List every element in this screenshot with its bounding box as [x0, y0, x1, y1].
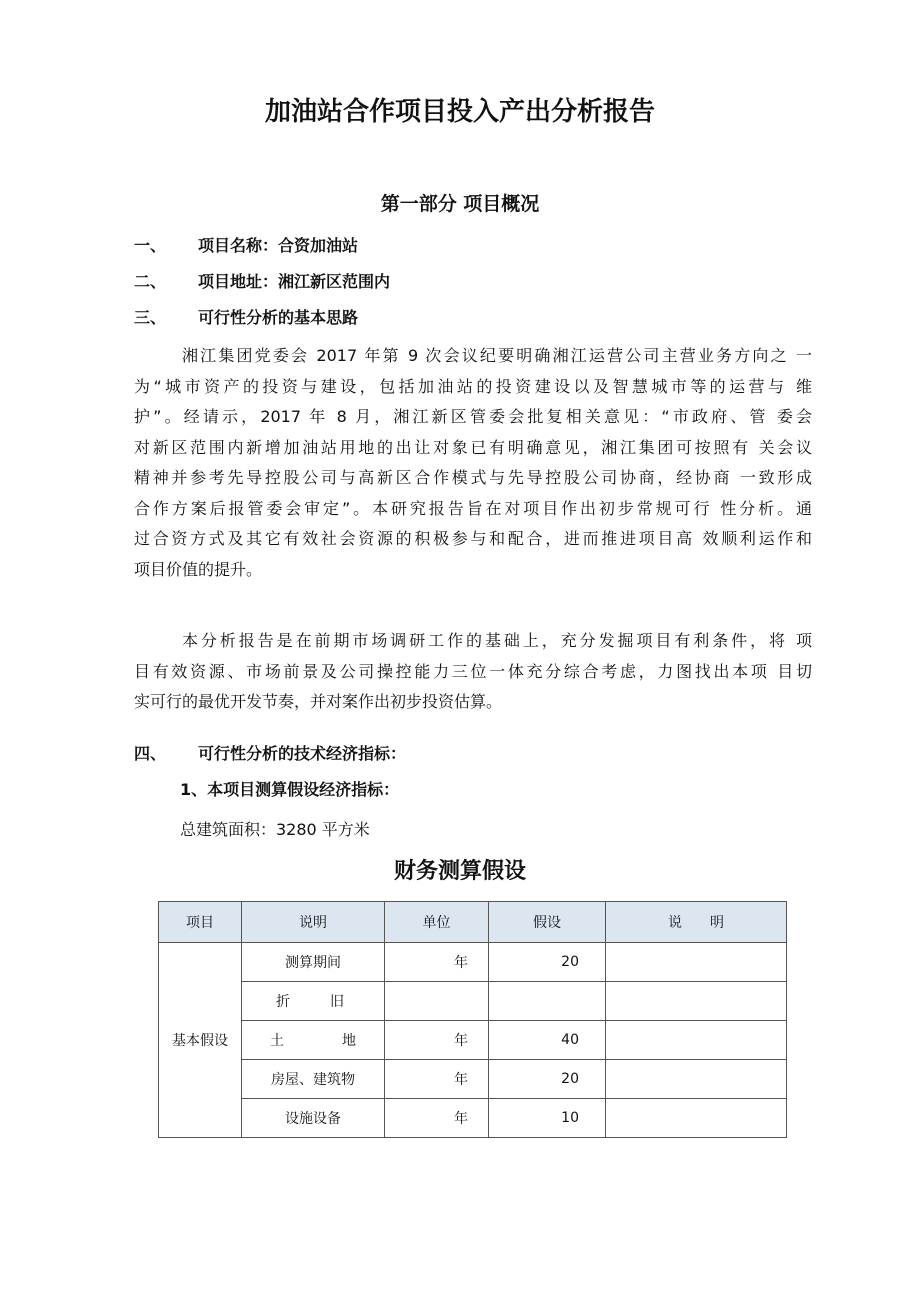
table-row — [159, 1099, 787, 1138]
paragraph-line: 本分析报告是在前期市场调研工作的基础上，充分发掘项目有利条件，将 项 — [182, 631, 812, 650]
section-1-heading — [134, 234, 358, 258]
value-cell: 20 — [489, 943, 606, 982]
unit-cell: 年 — [385, 943, 489, 982]
note-cell — [606, 1021, 787, 1060]
paragraph-line: 湘江集团党委会 2017 年第 9 次会议纪要明确湘江运营公司主营业务方向之 一 — [182, 346, 812, 365]
item-part: 旧 — [330, 994, 344, 1010]
table-row — [159, 1021, 787, 1060]
header-cell: 说明 — [242, 902, 385, 943]
table-row — [159, 1060, 787, 1099]
note-cell — [606, 982, 787, 1021]
value-cell: 40 — [489, 1021, 606, 1060]
table-title: 财务测算假设 — [393, 859, 526, 884]
unit-cell: 年 — [385, 1099, 489, 1138]
paragraph-analysis-basis — [134, 626, 812, 718]
section-number: 一、 — [134, 236, 167, 255]
section-2-heading — [134, 270, 390, 294]
section-number: 二、 — [134, 272, 167, 291]
header-cell: 项目 — [159, 902, 242, 943]
paragraph-line: 过合资方式及其它有效社会资源的积极参与和配合，进而推进项目高 效顺利运作和 — [134, 529, 812, 548]
paragraph-line: 合作方案后报管委会审定”。本研究报告旨在对项目作出初步常规可行 性分析。通 — [134, 498, 812, 518]
section-text: 项目地址：湘江新区范围内 — [198, 272, 391, 291]
paragraph-basic-approach — [134, 341, 812, 585]
unit-cell — [385, 982, 489, 1021]
item-cell: 房屋、建筑物 — [242, 1060, 385, 1099]
section-text: 项目名称：合资加油站 — [198, 236, 359, 255]
section-text: 可行性分析的技术经济指标： — [198, 744, 407, 763]
paragraph-line: 目有效资源、市场前景及公司操控能力三位一体充分综合考虑，力图找出本项 目切 — [134, 661, 812, 681]
paragraph-line: 项目价值的提升。 — [134, 559, 263, 579]
item-cell — [242, 1021, 385, 1060]
note-cell — [606, 1099, 787, 1138]
value-cell: 20 — [489, 1060, 606, 1099]
item-part: 土 — [270, 1033, 284, 1049]
value-cell — [489, 982, 606, 1021]
item-cell: 设施设备 — [242, 1099, 385, 1138]
section-number: 三、 — [134, 308, 167, 327]
section-4-heading — [134, 742, 406, 766]
header-cell: 假设 — [489, 902, 606, 943]
unit-cell: 年 — [385, 1021, 489, 1060]
document-title: 加油站合作项目投入产出分析报告 — [264, 97, 655, 127]
financial-assumptions-table — [158, 901, 787, 1138]
paragraph-line: 护”。经请示，2017 年 8 月，湘江新区管委会批复相关意见：“市政府、管 委会 — [134, 407, 812, 426]
item-spread — [242, 991, 384, 1011]
paragraph-line: 对新区范围内新增加油站用地的出让对象已有明确意见，湘江集团可按照有 关会议 — [134, 437, 812, 457]
table-header-row — [159, 902, 787, 943]
paragraph-line: 实可行的最优开发节奏，并对案作出初步投资估算。 — [134, 692, 503, 711]
header-cell: 单位 — [385, 902, 489, 943]
note-cell — [606, 1060, 787, 1099]
value-cell: 10 — [489, 1099, 606, 1138]
table-row — [159, 943, 787, 982]
sub-heading-indicators: 1、本项目测算假设经济指标： — [180, 780, 400, 799]
unit-cell: 年 — [385, 1060, 489, 1099]
paragraph-line: 精神并参考先导控股公司与高新区合作模式与先导控股公司协商，经协商 一致形成 — [134, 468, 812, 487]
header-cell: 说 明 — [606, 902, 787, 943]
total-floor-area: 总建筑面积：3280 平方米 — [180, 820, 370, 839]
group-label-cell: 基本假设 — [159, 943, 242, 1138]
section-number: 四、 — [134, 744, 167, 763]
section-3-heading — [134, 306, 358, 330]
section-text: 可行性分析的基本思路 — [198, 308, 359, 327]
item-part: 地 — [342, 1033, 356, 1049]
item-spread — [242, 1030, 384, 1050]
item-cell — [242, 982, 385, 1021]
table-row — [159, 982, 787, 1021]
item-part: 折 — [276, 994, 290, 1010]
note-cell — [606, 943, 787, 982]
paragraph-line: 为“城市资产的投资与建设，包括加油站的投资建设以及智慧城市等的运营与 维 — [134, 376, 812, 396]
item-cell: 测算期间 — [242, 943, 385, 982]
part-title: 第一部分 项目概况 — [380, 193, 540, 215]
